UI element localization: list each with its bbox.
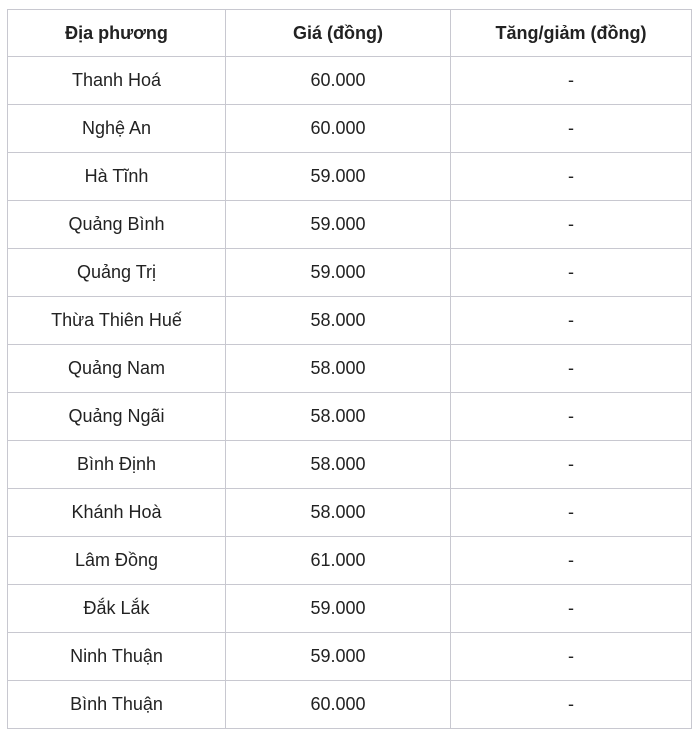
cell-location: Bình Định — [8, 441, 226, 489]
cell-location: Thanh Hoá — [8, 57, 226, 105]
cell-location: Đắk Lắk — [8, 585, 226, 633]
cell-change: - — [451, 489, 692, 537]
cell-price: 59.000 — [226, 585, 451, 633]
cell-change: - — [451, 585, 692, 633]
cell-price: 59.000 — [226, 153, 451, 201]
cell-change: - — [451, 633, 692, 681]
table-row — [8, 201, 692, 249]
header-location: Địa phương — [8, 10, 226, 57]
cell-price: 58.000 — [226, 345, 451, 393]
cell-price: 58.000 — [226, 441, 451, 489]
cell-location: Thừa Thiên Huế — [8, 297, 226, 345]
cell-change: - — [451, 681, 692, 729]
price-table-container — [7, 9, 692, 729]
cell-location: Khánh Hoà — [8, 489, 226, 537]
cell-change: - — [451, 249, 692, 297]
table-row — [8, 489, 692, 537]
cell-change: - — [451, 57, 692, 105]
price-table — [7, 9, 692, 729]
table-row — [8, 153, 692, 201]
cell-change: - — [451, 393, 692, 441]
table-row — [8, 249, 692, 297]
cell-location: Quảng Trị — [8, 249, 226, 297]
cell-change: - — [451, 345, 692, 393]
table-row — [8, 633, 692, 681]
cell-change: - — [451, 153, 692, 201]
cell-change: - — [451, 105, 692, 153]
table-body — [8, 57, 692, 729]
cell-location: Quảng Bình — [8, 201, 226, 249]
table-row — [8, 105, 692, 153]
cell-price: 59.000 — [226, 249, 451, 297]
cell-price: 58.000 — [226, 297, 451, 345]
header-change: Tăng/giảm (đồng) — [451, 10, 692, 57]
table-row — [8, 297, 692, 345]
table-row — [8, 537, 692, 585]
cell-location: Quảng Ngãi — [8, 393, 226, 441]
cell-price: 59.000 — [226, 633, 451, 681]
cell-price: 61.000 — [226, 537, 451, 585]
table-row — [8, 681, 692, 729]
table-row — [8, 57, 692, 105]
cell-location: Bình Thuận — [8, 681, 226, 729]
cell-location: Hà Tĩnh — [8, 153, 226, 201]
table-row — [8, 585, 692, 633]
cell-change: - — [451, 297, 692, 345]
cell-price: 60.000 — [226, 105, 451, 153]
cell-change: - — [451, 441, 692, 489]
table-row — [8, 441, 692, 489]
cell-price: 60.000 — [226, 57, 451, 105]
cell-price: 59.000 — [226, 201, 451, 249]
cell-location: Lâm Đồng — [8, 537, 226, 585]
cell-price: 60.000 — [226, 681, 451, 729]
cell-location: Nghệ An — [8, 105, 226, 153]
cell-change: - — [451, 537, 692, 585]
cell-price: 58.000 — [226, 489, 451, 537]
table-row — [8, 393, 692, 441]
cell-price: 58.000 — [226, 393, 451, 441]
table-row — [8, 345, 692, 393]
cell-change: - — [451, 201, 692, 249]
cell-location: Quảng Nam — [8, 345, 226, 393]
table-header-row — [8, 10, 692, 57]
header-price: Giá (đồng) — [226, 10, 451, 57]
cell-location: Ninh Thuận — [8, 633, 226, 681]
